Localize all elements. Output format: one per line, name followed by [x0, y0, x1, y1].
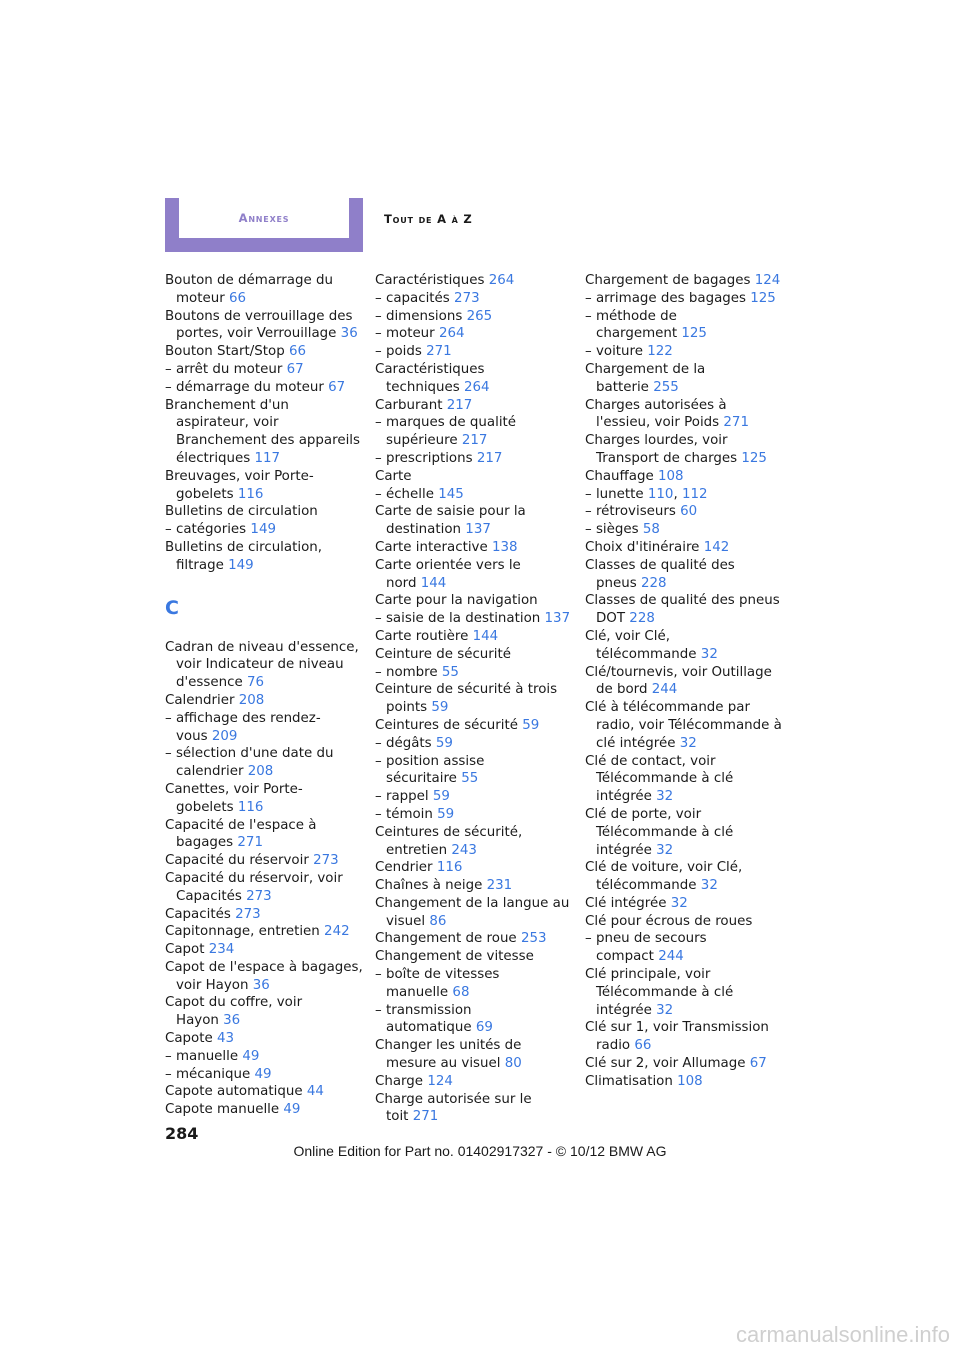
- index-entry: [375, 610, 575, 628]
- index-entry: [585, 468, 785, 486]
- page-reference-link[interactable]: 86: [429, 913, 447, 929]
- index-entry: [375, 361, 575, 397]
- index-entry-term: Calendrier: [165, 692, 235, 708]
- index-entry-term: Capot: [165, 942, 205, 958]
- index-entry: [165, 468, 365, 504]
- page-reference-link[interactable]: 68: [452, 984, 470, 1000]
- index-entry: [375, 859, 575, 877]
- index-entry: [375, 806, 575, 824]
- index-entry: [375, 557, 575, 593]
- index-entry: [375, 290, 575, 308]
- page-reference-link[interactable]: 124: [427, 1073, 453, 1089]
- index-entry: [585, 806, 785, 859]
- index-entry-term: Clé, voir Clé, télécommande: [585, 628, 697, 662]
- index-entry: [165, 745, 365, 781]
- index-entry: [585, 592, 785, 628]
- index-entry-term: Changement de la langue au visuel: [375, 895, 570, 929]
- page-reference-link[interactable]: 32: [700, 646, 718, 662]
- index-entry-term: Chauffage: [585, 468, 654, 484]
- index-entry-term: – manuelle: [165, 1048, 239, 1064]
- page-number: 284: [165, 1124, 199, 1143]
- index-entry-term: – échelle: [375, 486, 434, 502]
- index-entry-term: Clé de voiture, voir Clé, télécommande: [585, 860, 743, 894]
- index-entry-term: Charges autorisées à l'essieu, voir Poids: [585, 397, 727, 431]
- page-reference-link[interactable]: 116: [237, 799, 264, 815]
- index-entry-term: Carte interactive: [375, 539, 488, 555]
- index-entry-term: Cadran de niveau d'essence, voir Indicateur de niveau d'essence: [165, 639, 359, 691]
- index-entry: [165, 539, 365, 575]
- index-entry-term: Boutons de verrouillage des portes, voir Verrouillage: [165, 308, 353, 342]
- index-entry: [165, 521, 365, 539]
- index-entry-term: – poids: [375, 344, 422, 360]
- page-reference-link[interactable]: 116: [237, 486, 264, 502]
- page-reference-link[interactable]: 253: [520, 931, 547, 947]
- page-reference-link[interactable]: 273: [454, 290, 480, 306]
- page-reference-link[interactable]: 108: [677, 1073, 703, 1089]
- page-reference-link[interactable]: 32: [670, 895, 688, 911]
- page-reference-link[interactable]: 244: [651, 682, 678, 698]
- index-entry: [375, 628, 575, 646]
- index-entry: [585, 699, 785, 752]
- index-entry-term: Carte pour la navigation: [375, 593, 538, 609]
- index-entry: [585, 1019, 785, 1055]
- index-entry-term: – démarrage du moteur: [165, 379, 324, 395]
- index-entry: [165, 817, 365, 853]
- page-reference-link[interactable]: 67: [328, 379, 346, 395]
- index-entry-term: Clé/tournevis, voir Outillage de bord: [585, 664, 772, 698]
- index-column-2: [375, 272, 575, 1126]
- index-entry-term: – boîte de vitesses manuelle: [375, 967, 500, 1000]
- page-reference-link[interactable]: 217: [446, 397, 473, 413]
- index-entry-term: – lunette: [585, 486, 644, 502]
- index-entry: [165, 994, 365, 1030]
- index-entry: [165, 272, 365, 308]
- page-reference-link[interactable]: 242: [324, 924, 350, 940]
- index-entry: [585, 308, 785, 344]
- page-reference-link[interactable]: 66: [634, 1038, 652, 1054]
- page-reference-link[interactable]: 264: [464, 379, 490, 395]
- index-entry: [585, 913, 785, 931]
- index-entry: [165, 503, 365, 521]
- page-reference-link[interactable]: 244: [658, 949, 684, 965]
- index-entry: [585, 503, 785, 521]
- page-reference-link[interactable]: 66: [228, 290, 247, 306]
- index-entry-term: Caractéristiques: [375, 273, 485, 288]
- index-entry: [375, 735, 575, 753]
- index-entry-term: – sièges: [585, 522, 639, 538]
- index-entry: [585, 1073, 785, 1091]
- page-reference-link[interactable]: 110: [647, 486, 674, 502]
- index-entry-term: Branchement d'un aspirateur, voir Branchement des appareils électriques: [165, 397, 360, 466]
- index-entry: [165, 781, 365, 817]
- page-reference-link[interactable]: 138: [491, 539, 518, 555]
- index-entry: [585, 753, 785, 806]
- index-entry-term: Ceinture de sécurité: [375, 646, 512, 662]
- page-reference-link[interactable]: 208: [238, 692, 265, 708]
- page-reference-link[interactable]: 32: [700, 878, 718, 894]
- index-entry: [585, 539, 785, 557]
- index-entry-term: – prescriptions: [375, 450, 473, 466]
- index-entry: [165, 710, 365, 746]
- index-entry-term: Chargement de la batterie: [585, 361, 706, 395]
- index-entry-term: Clé de contact, voir Télécommande à clé intégrée: [585, 753, 734, 805]
- page-reference-link[interactable]: 125: [681, 326, 707, 342]
- page-reference-link[interactable]: 36: [340, 326, 358, 342]
- page-reference-link[interactable]: 264: [438, 326, 465, 342]
- page-reference-link[interactable]: 59: [432, 789, 450, 805]
- page-reference-link[interactable]: 67: [286, 361, 304, 377]
- index-entry: [165, 639, 365, 692]
- index-entry-term: Clé principale, voir Télécommande à clé intégrée: [585, 967, 734, 1018]
- index-entry-term: Clé sur 2, voir Allumage: [585, 1056, 746, 1072]
- page-reference-link[interactable]: 59: [437, 806, 455, 822]
- page-reference-link[interactable]: 243: [451, 842, 477, 858]
- index-entry-term: – position assise sécuritaire: [375, 753, 485, 787]
- index-entry-term: Classes de qualité des pneus DOT: [585, 593, 780, 627]
- page-reference-link[interactable]: 271: [237, 835, 263, 851]
- index-entry-term: – dimensions: [375, 308, 463, 324]
- page-reference-link[interactable]: 44: [306, 1084, 324, 1100]
- index-column-1: [165, 272, 365, 1119]
- index-entry: [375, 1037, 575, 1073]
- page-reference-link[interactable]: 265: [466, 308, 493, 324]
- index-entry-term: – méthode de chargement: [585, 308, 678, 342]
- page-reference-link[interactable]: 273: [313, 853, 339, 869]
- index-entry: [375, 592, 575, 610]
- index-entry-term: – dégâts: [375, 735, 432, 751]
- index-entry: [375, 664, 575, 682]
- index-entry: [375, 450, 575, 468]
- index-entry: [375, 325, 575, 343]
- index-entry-term: Capote: [165, 1031, 213, 1047]
- index-entry: [375, 646, 575, 664]
- index-entry-term: Charge: [375, 1073, 424, 1089]
- index-entry-term: – transmission automatique: [375, 1002, 472, 1036]
- index-entry-term: Bouton Start/Stop: [165, 344, 285, 360]
- index-entry-term: Changement de roue: [375, 931, 517, 947]
- index-entry: [375, 930, 575, 948]
- chapter-tab-inner: [179, 198, 349, 238]
- index-entry: [375, 397, 575, 415]
- index-entry-term: Carte de saisie pour la destination: [375, 504, 526, 538]
- index-entry-term: Charges lourdes, voir Transport de charges: [585, 433, 738, 466]
- index-entry: [165, 1101, 365, 1119]
- page-reference-link[interactable]: 116: [436, 860, 463, 876]
- index-entry-term: Ceintures de sécurité: [375, 717, 518, 733]
- index-entry: [375, 503, 575, 539]
- page-reference-link[interactable]: 112: [681, 486, 708, 502]
- index-entry-term: Changer les unités de mesure au visuel: [375, 1038, 522, 1072]
- index-entry-term: – rappel: [375, 789, 429, 805]
- page-reference-link[interactable]: 125: [741, 450, 767, 466]
- page-reference-link[interactable]: 234: [208, 942, 235, 958]
- index-entry-term: – saisie de la destination: [375, 611, 541, 627]
- index-entry: [165, 308, 365, 344]
- index-entry: [375, 966, 575, 1002]
- index-entry: [585, 664, 785, 700]
- page-reference-link[interactable]: 55: [441, 664, 459, 680]
- index-entry: [375, 486, 575, 504]
- edition-footer: Online Edition for Part no. 01402917327 - © 10/12 BMW AG: [293, 1143, 667, 1159]
- index-section-letter: C: [165, 596, 179, 619]
- index-entry-term: Changement de vitesse: [375, 949, 534, 965]
- page-reference-link[interactable]: 271: [723, 415, 749, 431]
- page-reference-link[interactable]: 124: [754, 273, 781, 288]
- page-reference-link[interactable]: 144: [420, 575, 447, 591]
- page-reference-link[interactable]: 217: [476, 450, 503, 466]
- index-entry: [165, 923, 365, 941]
- index-column-3: [585, 272, 785, 1091]
- index-entry: [585, 432, 785, 468]
- page-reference-link[interactable]: 59: [522, 717, 540, 733]
- page-reference-link[interactable]: 32: [679, 735, 697, 751]
- index-entry: [375, 717, 575, 735]
- page-reference-link[interactable]: 80: [504, 1056, 522, 1072]
- page-reference-link[interactable]: 108: [657, 468, 684, 484]
- index-entry-term: Bulletins de circulation: [165, 504, 318, 520]
- index-entry-term: – sélection d'une date du calendrier: [165, 746, 334, 780]
- index-entry: [375, 824, 575, 860]
- index-entry-term: – arrêt du moteur: [165, 361, 283, 377]
- page-reference-link[interactable]: 228: [629, 611, 655, 627]
- index-entry-term: – arrimage des bagages: [585, 290, 746, 306]
- index-entry: [375, 753, 575, 789]
- page-reference-link[interactable]: 273: [246, 888, 272, 904]
- page-reference-link[interactable]: 60: [680, 504, 698, 520]
- index-entry: [375, 788, 575, 806]
- index-entry: [165, 1048, 365, 1066]
- index-entry-term: Capitonnage, entretien: [165, 924, 320, 940]
- index-entry: [165, 343, 365, 361]
- index-entry-term: Charge autorisée sur le toit: [375, 1091, 532, 1125]
- index-entry-term: – catégories: [165, 522, 247, 538]
- index-entry: [585, 1055, 785, 1073]
- index-entry-term: Capacité de l'espace à bagages: [165, 817, 317, 851]
- page-reference-link[interactable]: 142: [703, 539, 730, 555]
- page-reference-link[interactable]: 55: [461, 771, 479, 787]
- index-entry: [165, 361, 365, 379]
- index-entry: [165, 941, 365, 959]
- index-entry: [165, 379, 365, 397]
- page-reference-link[interactable]: 117: [254, 450, 281, 466]
- index-entry-term: Clé intégrée: [585, 895, 667, 911]
- index-entry-term: Bulletins de circulation, filtrage: [165, 539, 323, 573]
- index-entry-term: Capote automatique: [165, 1084, 303, 1100]
- index-entry-term: Caractéristiques techniques: [375, 361, 485, 395]
- index-entry-term: Capacité du réservoir, voir Capacités: [165, 870, 343, 904]
- index-entry: [585, 930, 785, 966]
- page-reference-link[interactable]: 137: [465, 522, 491, 538]
- page-reference-link[interactable]: 32: [656, 789, 674, 805]
- index-entry-term: Chaînes à neige: [375, 878, 483, 894]
- page-reference-link[interactable]: 145: [438, 486, 464, 502]
- index-entry-term: – nombre: [375, 664, 438, 680]
- index-entry-term: – marques de qualité supérieure: [375, 415, 517, 449]
- index-entry: [165, 959, 365, 995]
- index-entry-term: Cendrier: [375, 860, 433, 876]
- index-entry-term: Choix d'itinéraire: [585, 539, 700, 555]
- page-reference-link[interactable]: 49: [254, 1066, 272, 1082]
- index-entry-term: Clé pour écrous de roues: [585, 913, 753, 929]
- page-reference-link[interactable]: 217: [461, 433, 488, 449]
- index-entry-term: Ceinture de sécurité à trois points: [375, 682, 558, 716]
- index-entry-term: Carburant: [375, 397, 443, 413]
- index-entry-term: Capot de l'espace à bagages, voir Hayon: [165, 959, 363, 993]
- page-reference-link[interactable]: 273: [235, 906, 261, 922]
- index-entry: [375, 1091, 575, 1127]
- index-entry: [375, 272, 575, 290]
- page-reference-link[interactable]: 43: [217, 1031, 235, 1047]
- page-reference-link[interactable]: 271: [426, 344, 452, 360]
- index-entry: [585, 895, 785, 913]
- index-entry-term: Classes de qualité des pneus: [585, 557, 735, 591]
- index-entry: [375, 1073, 575, 1091]
- page-reference-link[interactable]: 59: [435, 735, 453, 751]
- index-entry-term: Climatisation: [585, 1073, 673, 1089]
- page-reference-link[interactable]: 149: [228, 557, 254, 573]
- index-entry: [585, 361, 785, 397]
- index-entry: [585, 521, 785, 539]
- page-reference-link[interactable]: 255: [653, 379, 679, 395]
- index-entry: [165, 1083, 365, 1101]
- index-entry-term: – affichage des rendez-vous: [165, 710, 321, 744]
- page-reference-link[interactable]: 208: [247, 764, 274, 780]
- page-reference-link[interactable]: 137: [544, 611, 571, 627]
- page-reference-link[interactable]: 36: [252, 977, 270, 993]
- index-entry-term: Carte: [375, 468, 412, 484]
- index-entry-term: Clé à télécommande par radio, voir Télécommande à clé intégrée: [585, 700, 782, 751]
- index-entry-term: – voiture: [585, 344, 643, 360]
- index-entry-term: Carte orientée vers le nord: [375, 557, 521, 591]
- chapter-label: Annexes: [238, 211, 290, 225]
- page-reference-link[interactable]: 144: [472, 628, 499, 644]
- page-reference-link[interactable]: 49: [242, 1048, 260, 1064]
- index-entry-term: – moteur: [375, 326, 435, 342]
- index-entry: [375, 681, 575, 717]
- page-reference-link[interactable]: 66: [288, 344, 307, 360]
- page-reference-link[interactable]: 32: [656, 842, 674, 858]
- watermark: carmanualsonline.info: [735, 1322, 950, 1347]
- page-reference-link[interactable]: 59: [431, 700, 449, 716]
- index-entry: [585, 557, 785, 593]
- index-entry: [375, 948, 575, 966]
- index-entry: [375, 539, 575, 557]
- page-reference-link[interactable]: 67: [749, 1056, 767, 1072]
- index-entry: – lunette 110, 112: [585, 486, 708, 502]
- index-entry-term: – mécanique: [165, 1066, 251, 1082]
- page-reference-link[interactable]: 122: [647, 344, 673, 360]
- page-reference-link[interactable]: 36: [223, 1013, 241, 1029]
- page-reference-link[interactable]: 125: [750, 290, 776, 306]
- index-entry: [585, 397, 785, 433]
- index-entry: [585, 966, 785, 1019]
- index-entry: [165, 1030, 365, 1048]
- index-entry: [585, 290, 785, 308]
- index-entry-term: Capote manuelle: [165, 1102, 280, 1118]
- index-entry: [165, 852, 365, 870]
- page-reference-link[interactable]: 228: [640, 575, 667, 591]
- index-entry-term: Bouton de démarrage du moteur: [165, 273, 333, 306]
- index-entry-term: – pneu de secours compact: [585, 931, 707, 965]
- index-entry-term: – rétroviseurs: [585, 504, 676, 520]
- index-entry-term: – capacités: [375, 290, 450, 306]
- page-reference-link[interactable]: 231: [486, 878, 513, 894]
- page-reference-link[interactable]: 209: [211, 728, 238, 744]
- index-entry: [375, 895, 575, 931]
- index-entry: [165, 906, 365, 924]
- index-entry: [585, 859, 785, 895]
- page-reference-link[interactable]: 49: [283, 1102, 301, 1118]
- page-reference-link[interactable]: 149: [250, 522, 276, 538]
- section-title: Tout de A à Z: [384, 212, 473, 226]
- index-entry: [165, 692, 365, 710]
- page-reference-link[interactable]: 76: [246, 675, 265, 691]
- index-entry: [375, 468, 575, 486]
- index-entry: [585, 343, 785, 361]
- page-reference-link[interactable]: 69: [475, 1020, 493, 1036]
- index-entry: [375, 414, 575, 450]
- index-entry: [165, 870, 365, 906]
- index-entry-term: Clé de porte, voir Télécommande à clé intégrée: [585, 806, 734, 858]
- index-entry: [585, 628, 785, 664]
- index-entry-term: Capacité du réservoir: [165, 853, 309, 869]
- index-entry-term: Breuvages, voir Porte-gobelets: [165, 468, 314, 502]
- index-entry: [165, 1066, 365, 1084]
- page-reference-link[interactable]: 264: [488, 273, 515, 288]
- index-entry-term: – témoin: [375, 806, 433, 822]
- index-entry-term: Ceintures de sécurité, entretien: [375, 824, 523, 858]
- index-entry: [375, 308, 575, 326]
- index-entry-term: Clé sur 1, voir Transmission radio: [585, 1020, 769, 1054]
- index-entry: [375, 343, 575, 361]
- index-entry: [165, 397, 365, 468]
- page-reference-link[interactable]: 271: [412, 1109, 439, 1125]
- chapter-tab: [165, 198, 363, 252]
- index-entry-term: Canettes, voir Porte-gobelets: [165, 781, 303, 815]
- page-reference-link[interactable]: 32: [656, 1002, 674, 1018]
- page-reference-link[interactable]: 58: [642, 522, 660, 538]
- index-entry-term: Carte routière: [375, 628, 469, 644]
- index-entry-term: Capacités: [165, 906, 231, 922]
- index-entry-term: Capot du coffre, voir Hayon: [165, 995, 303, 1029]
- index-entry: [375, 877, 575, 895]
- index-entry-term: Chargement de bagages: [585, 273, 751, 288]
- index-entry: [585, 272, 785, 290]
- index-entry: [375, 1002, 575, 1038]
